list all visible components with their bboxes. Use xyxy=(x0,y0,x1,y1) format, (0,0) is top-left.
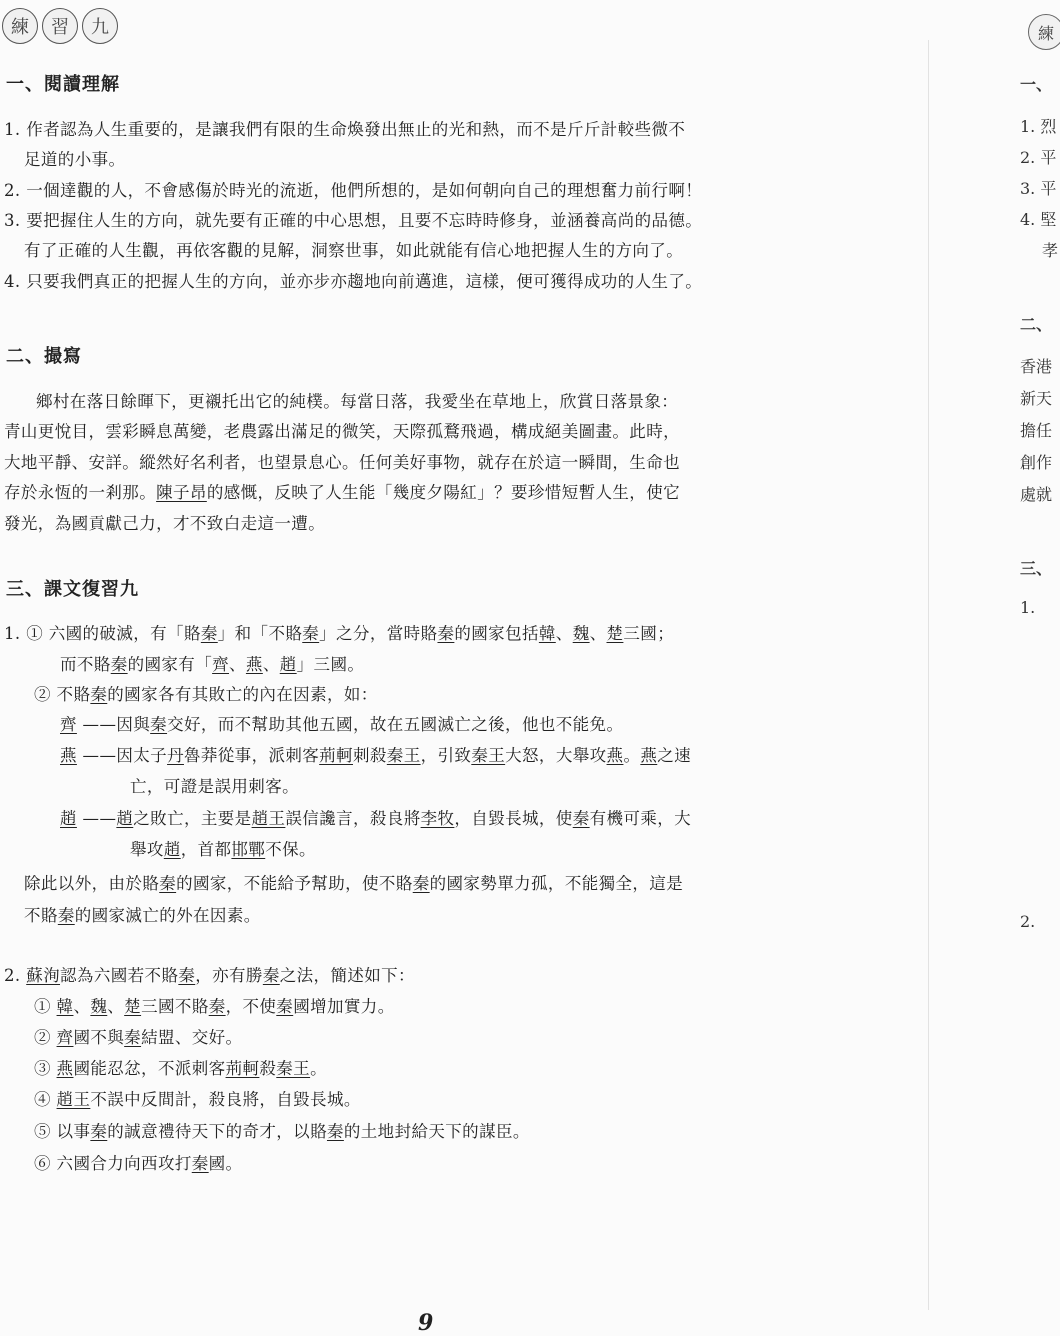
review-q2-item-2: ② 齊國不與秦結盟、交好。 xyxy=(34,1028,243,1047)
right-item-4: 4. 堅 xyxy=(1020,210,1057,229)
right-heading-2: 二、 xyxy=(1020,315,1053,334)
reading-answer-4: 4. 只要我們真正的把握人生的方向，並亦步亦趨地向前邁進，這樣，便可獲得成功的人生了。 xyxy=(4,272,703,291)
review-q1-yan: 燕 ——因太子丹魯莽從事，派刺客荊軻刺殺秦王，引致秦王大怒，大舉攻燕。燕之速 xyxy=(60,746,692,765)
reading-answer-2: 2. 一個達觀的人，不會感傷於時光的流逝，他們所想的，是如何朝向自己的理想奮力前行啊！ xyxy=(4,181,703,200)
summary-line-1: 鄉村在落日餘暉下，更襯托出它的純樸。每當日落，我愛坐在草地上，欣賞日落景象： xyxy=(36,392,679,411)
review-q1-external-2: 不賂秦的國家滅亡的外在因素。 xyxy=(24,906,261,925)
section-title-reading: 一、閱讀理解 xyxy=(6,74,120,95)
right-heading-3: 三、 xyxy=(1020,559,1053,578)
right-item-2: 2. 平 xyxy=(1020,148,1057,167)
right-num-2: 2. xyxy=(1020,912,1036,931)
right-item-4-cont: 孝 xyxy=(1042,241,1059,260)
review-q2-item-3: ③ 燕國能忍忿，不派刺客荊軻殺秦王。 xyxy=(34,1059,327,1078)
review-q1-line-3: ② 不賂秦的國家各有其敗亡的內在因素，如： xyxy=(34,685,378,704)
summary-line-4: 存於永恆的一剎那。陳子昂的感慨，反映了人生能「幾度夕陽紅」？要珍惜短暫人生，使它 xyxy=(4,483,681,502)
adjacent-page-edge xyxy=(1018,0,1060,1336)
review-q2-item-5: ⑤ 以事秦的誠意禮待天下的奇才，以賂秦的土地封給天下的謀臣。 xyxy=(34,1122,530,1141)
right-text-2: 新天 xyxy=(1020,389,1053,408)
review-q2-intro: 2. 蘇洵認為六國若不賂秦，亦有勝秦之法，簡述如下： xyxy=(4,966,415,985)
review-q2-item-6: ⑥ 六國合力向西攻打秦國。 xyxy=(34,1154,243,1173)
page-number: 9 xyxy=(418,1310,434,1336)
review-q1-line-2: 而不賂秦的國家有「齊、燕、趙」三國。 xyxy=(60,655,365,674)
section-title-summary: 二、撮寫 xyxy=(6,346,82,367)
right-text-4: 創作 xyxy=(1020,453,1053,472)
review-q1-yan-cont: 亡，可證是誤用刺客。 xyxy=(130,777,299,796)
right-item-1: 1. 烈 xyxy=(1020,117,1057,136)
reading-answer-3-cont: 有了正確的人生觀，再依客觀的見解，洞察世事，如此就能有信心地把握人生的方向了。 xyxy=(24,241,684,260)
right-text-1: 香港 xyxy=(1020,357,1053,376)
right-badge: 練 xyxy=(1028,14,1060,50)
badge-jiu: 九 xyxy=(82,8,118,44)
badge-xi: 習 xyxy=(42,8,78,44)
name-chen-ziang: 陳子昂 xyxy=(156,483,207,502)
review-q1-zhao-cont: 舉攻趙，首都邯鄲不保。 xyxy=(130,840,316,859)
review-q1-zhao: 趙 ——趙之敗亡，主要是趙王誤信讒言，殺良將李牧，自毀長城，使秦有機可乘，大 xyxy=(60,809,692,828)
right-heading-1: 一、 xyxy=(1020,75,1053,94)
right-num-1: 1. xyxy=(1020,598,1036,617)
review-q2-item-1: ① 韓、魏、楚三國不賂秦，不使秦國增加實力。 xyxy=(34,997,395,1016)
exercise-badges xyxy=(2,8,118,44)
right-text-5: 處就 xyxy=(1020,485,1053,504)
summary-line-5: 發光，為國貢獻己力，才不致白走這一遭。 xyxy=(4,514,326,533)
right-item-3: 3. 平 xyxy=(1020,179,1057,198)
page-fold-divider xyxy=(928,40,929,1310)
summary-line-2: 青山更悅目，雲彩瞬息萬變，老農露出滿足的微笑，天際孤鶩飛過，構成絕美圖畫。此時， xyxy=(4,422,680,441)
reading-answer-3: 3. 要把握住人生的方向，就先要有正確的中心思想，且要不忘時時修身，並涵養高尚的品德。 xyxy=(4,211,703,230)
summary-line-3: 大地平靜、安詳。縱然好名利者，也望景息心。任何美好事物，就存在於這一瞬間，生命也 xyxy=(4,453,680,472)
review-q1-external-1: 除此以外，由於賂秦的國家，不能給予幫助，使不賂秦的國家勢單力孤，不能獨全，這是 xyxy=(24,874,684,893)
review-q2-item-4: ④ 趙王不誤中反間計，殺良將，自毀長城。 xyxy=(34,1090,361,1109)
reading-answer-1-cont: 足道的小事。 xyxy=(24,150,126,169)
badge-lian: 練 xyxy=(2,8,38,44)
reading-answer-1: 1. 作者認為人生重要的，是讓我們有限的生命煥發出無止的光和熱，而不是斤斤計較些微不 xyxy=(4,120,686,139)
right-text-3: 擔任 xyxy=(1020,421,1053,440)
section-title-review: 三、課文復習九 xyxy=(6,579,139,600)
review-q1-qi: 齊 ——因與秦交好，而不幫助其他五國，故在五國滅亡之後，他也不能免。 xyxy=(60,715,624,734)
review-q1-line-1: 1. ① 六國的破滅，有「賂秦」和「不賂秦」之分，當時賂秦的國家包括韓、魏、楚三國； xyxy=(4,624,675,643)
